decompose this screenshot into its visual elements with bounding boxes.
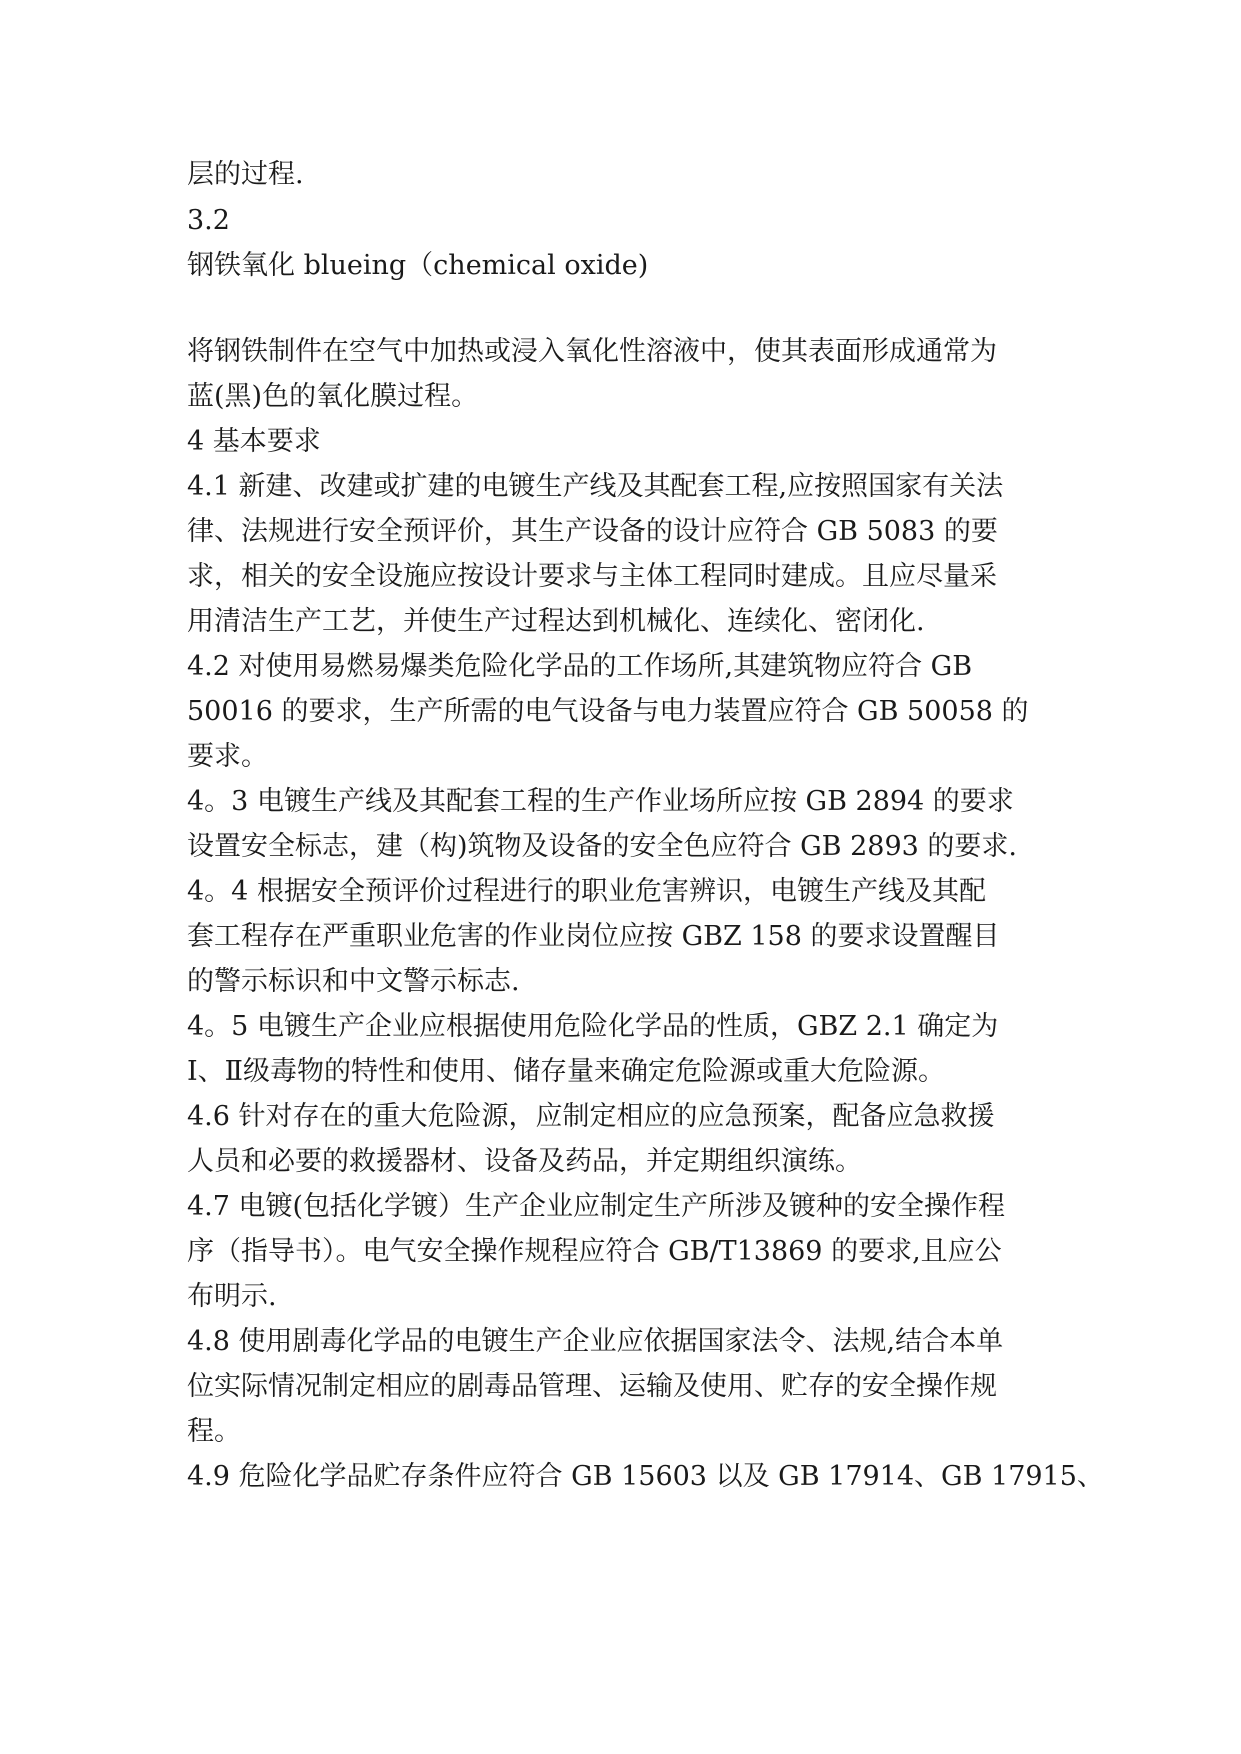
text-line: 程。 [187,1416,241,1447]
text-line: 4.7 电镀(包括化学镀）生产企业应制定生产所涉及镀种的安全操作程 [187,1191,1006,1222]
text-line: 的警示标识和中文警示标志. [187,966,520,997]
text-line: 层的过程. [187,159,304,190]
term-heading: 钢铁氧化 blueing（chemical oxide) [187,250,649,281]
section-heading: 4 基本要求 [187,426,321,457]
text-line: 设置安全标志，建（构)筑物及设备的安全色应符合 GB 2893 的要求. [187,831,1017,862]
text-line: 50016 的要求，生产所需的电气设备与电力装置应符合 GB 50058 的 [187,696,1029,727]
text-line: 用清洁生产工艺，并使生产过程达到机械化、连续化、密闭化. [187,606,925,637]
section-number: 3.2 [187,205,230,236]
text-line: 套工程存在严重职业危害的作业岗位应按 GBZ 158 的要求设置醒目 [187,921,1000,952]
text-line: 4.9 危险化学品贮存条件应符合 GB 15603 以及 GB 17914、GB 17915、 [187,1461,1104,1492]
text-line: 律、法规进行安全预评价，其生产设备的设计应符合 GB 5083 的要 [187,516,998,547]
text-line: 蓝(黑)色的氧化膜过程。 [187,381,479,412]
text-line: 人员和必要的救援器材、设备及药品，并定期组织演练。 [187,1146,862,1177]
text-line: 要求。 [187,741,268,772]
text-line: 4.6 针对存在的重大危险源，应制定相应的应急预案，配备应急救援 [187,1101,995,1132]
text-line: 4.2 对使用易燃易爆类危险化学品的工作场所,其建筑物应符合 GB [187,651,973,682]
text-line: 4.8 使用剧毒化学品的电镀生产企业应依据国家法令、法规,结合本单 [187,1326,1004,1357]
text-line: Ⅰ、Ⅱ级毒物的特性和使用、储存量来确定危险源或重大危险源。 [187,1056,946,1087]
text-line: 布明示. [187,1281,277,1312]
text-line: 位实际情况制定相应的剧毒品管理、运输及使用、贮存的安全操作规 [187,1371,997,1402]
text-line: 将钢铁制件在空气中加热或浸入氧化性溶液中，使其表面形成通常为 [187,336,997,367]
text-line: 4。5 电镀生产企业应根据使用危险化学品的性质，GBZ 2.1 确定为 [187,1011,999,1042]
text-line: 4.1 新建、改建或扩建的电镀生产线及其配套工程,应按照国家有关法 [187,471,1004,502]
text-line: 序（指导书）。电气安全操作规程应符合 GB/T13869 的要求,且应公 [187,1236,1002,1267]
text-line: 4。3 电镀生产线及其配套工程的生产作业场所应按 GB 2894 的要求 [187,786,1014,817]
text-line: 4。4 根据安全预评价过程进行的职业危害辨识，电镀生产线及其配 [187,876,986,907]
text-line: 求，相关的安全设施应按设计要求与主体工程同时建成。且应尽量采 [187,561,997,592]
